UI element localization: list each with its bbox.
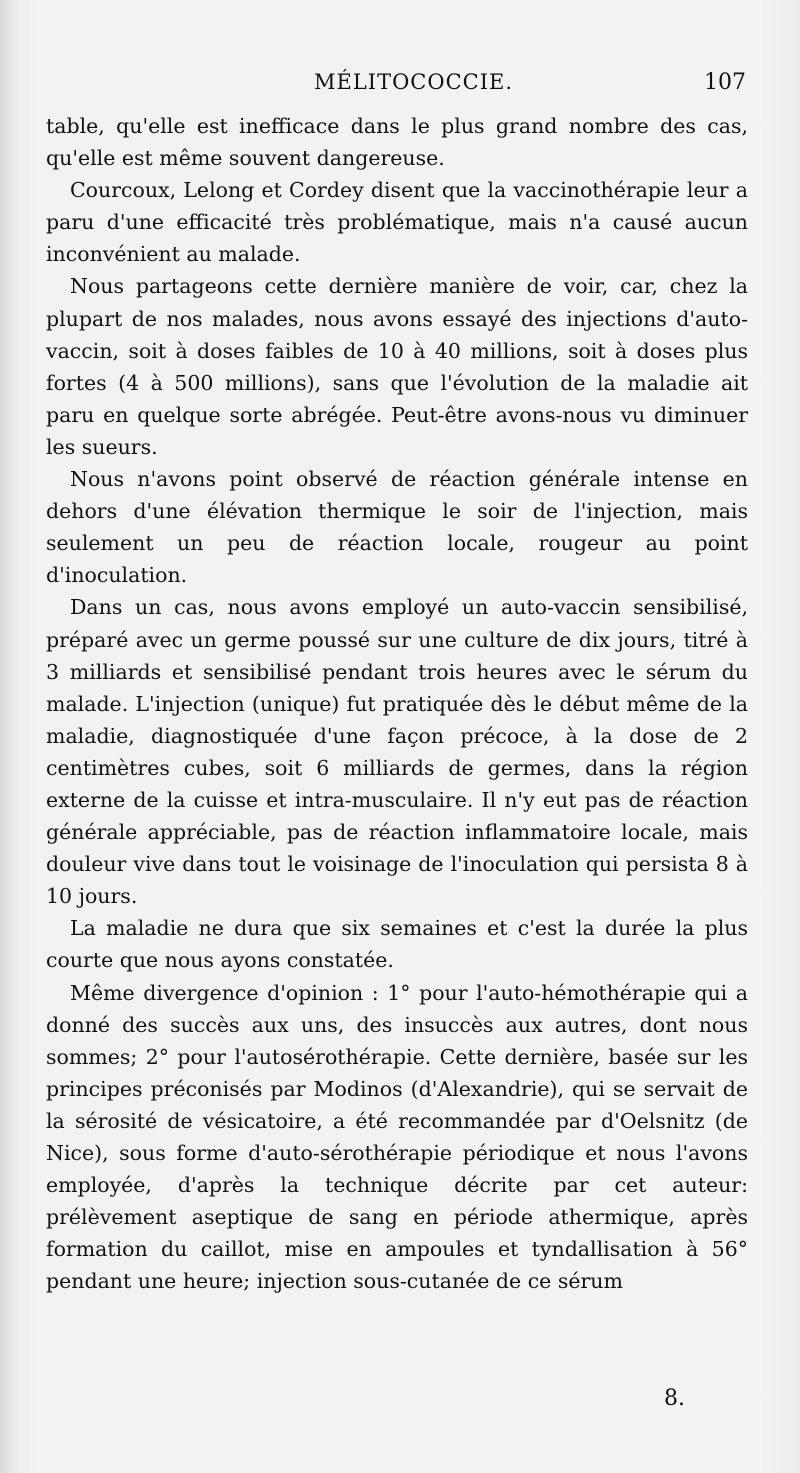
paragraph-duree: La maladie ne dura que six semaines et c'est la durée la plus courte que nous ayons constatée. [46, 916, 748, 973]
page-header [0, 70, 800, 106]
running-title: MÉLITOCOCCIE. [314, 70, 514, 94]
page-number: 107 [704, 70, 746, 95]
paragraph-sensibilise: Dans un cas, nous avons employé un auto-vaccin sensibilisé, préparé avec un germe poussé sur une culture de dix jours, titré à 3 milliards et sensibilisé pendant trois heures avec le sérum du malade. L'injection (unique) fut pratiquée dès le début même de la maladie, diagnostiquée d'une façon précoce, à la dose de 2 centimètres cubes, soit 6 milliards de germes, dans la région externe de la cuisse et intra-musculaire. Il n'y eut pas de réaction générale appréciable, pas de réaction inflammatoire locale, mais douleur vive dans tout le voisinage de l'inoculation qui persista 8 à 10 jours. [46, 595, 748, 909]
body-text [46, 110, 748, 1297]
paragraph-reaction: Nous n'avons point observé de réaction générale intense en dehors d'une élévation thermique le soir de l'injection, mais seulement un peu de réaction locale, rougeur au point d'inoculation. [46, 467, 748, 588]
paragraph-courcoux: Courcoux, Lelong et Cordey disent que la vaccinothérapie leur a paru d'une efficacité très problématique, mais n'a causé aucun inconvénient au malade. [46, 178, 748, 267]
paragraph-auto-vaccin: Nous partageons cette dernière manière de voir, car, chez la plupart de nos malades, nous avons essayé des injections d'auto-vaccin, soit à doses faibles de 10 à 40 millions, soit à doses plus fortes (4 à 500 millions), sans que l'évolution de la maladie ait paru en quelque sorte abrégée. Peut-être avons-nous vu diminuer les sueurs. [46, 274, 748, 459]
signature-mark: 8. [664, 1386, 685, 1411]
paragraph-continuation: table, qu'elle est inefficace dans le plus grand nombre des cas, qu'elle est même souvent dangereuse. [46, 114, 748, 171]
paragraph-divergence: Même divergence d'opinion : 1° pour l'auto-hémothérapie qui a donné des succès aux uns, des insuccès aux autres, dont nous sommes; 2° pour l'autosérothérapie. Cette dernière, basée sur les principes préconisés par Modinos (d'Alexandrie), qui se servait de la sérosité de vésicatoire, a été recommandée par d'Oelsnitz (de Nice), sous forme d'auto-sérothérapie périodique et nous l'avons employée, d'après la technique décrite par cet auteur: prélèvement aseptique de sang en période athermique, après formation du caillot, mise en ampoules et tyndallisation à 56° pendant une heure; injection sous-cutanée de ce sérum [46, 980, 748, 1294]
